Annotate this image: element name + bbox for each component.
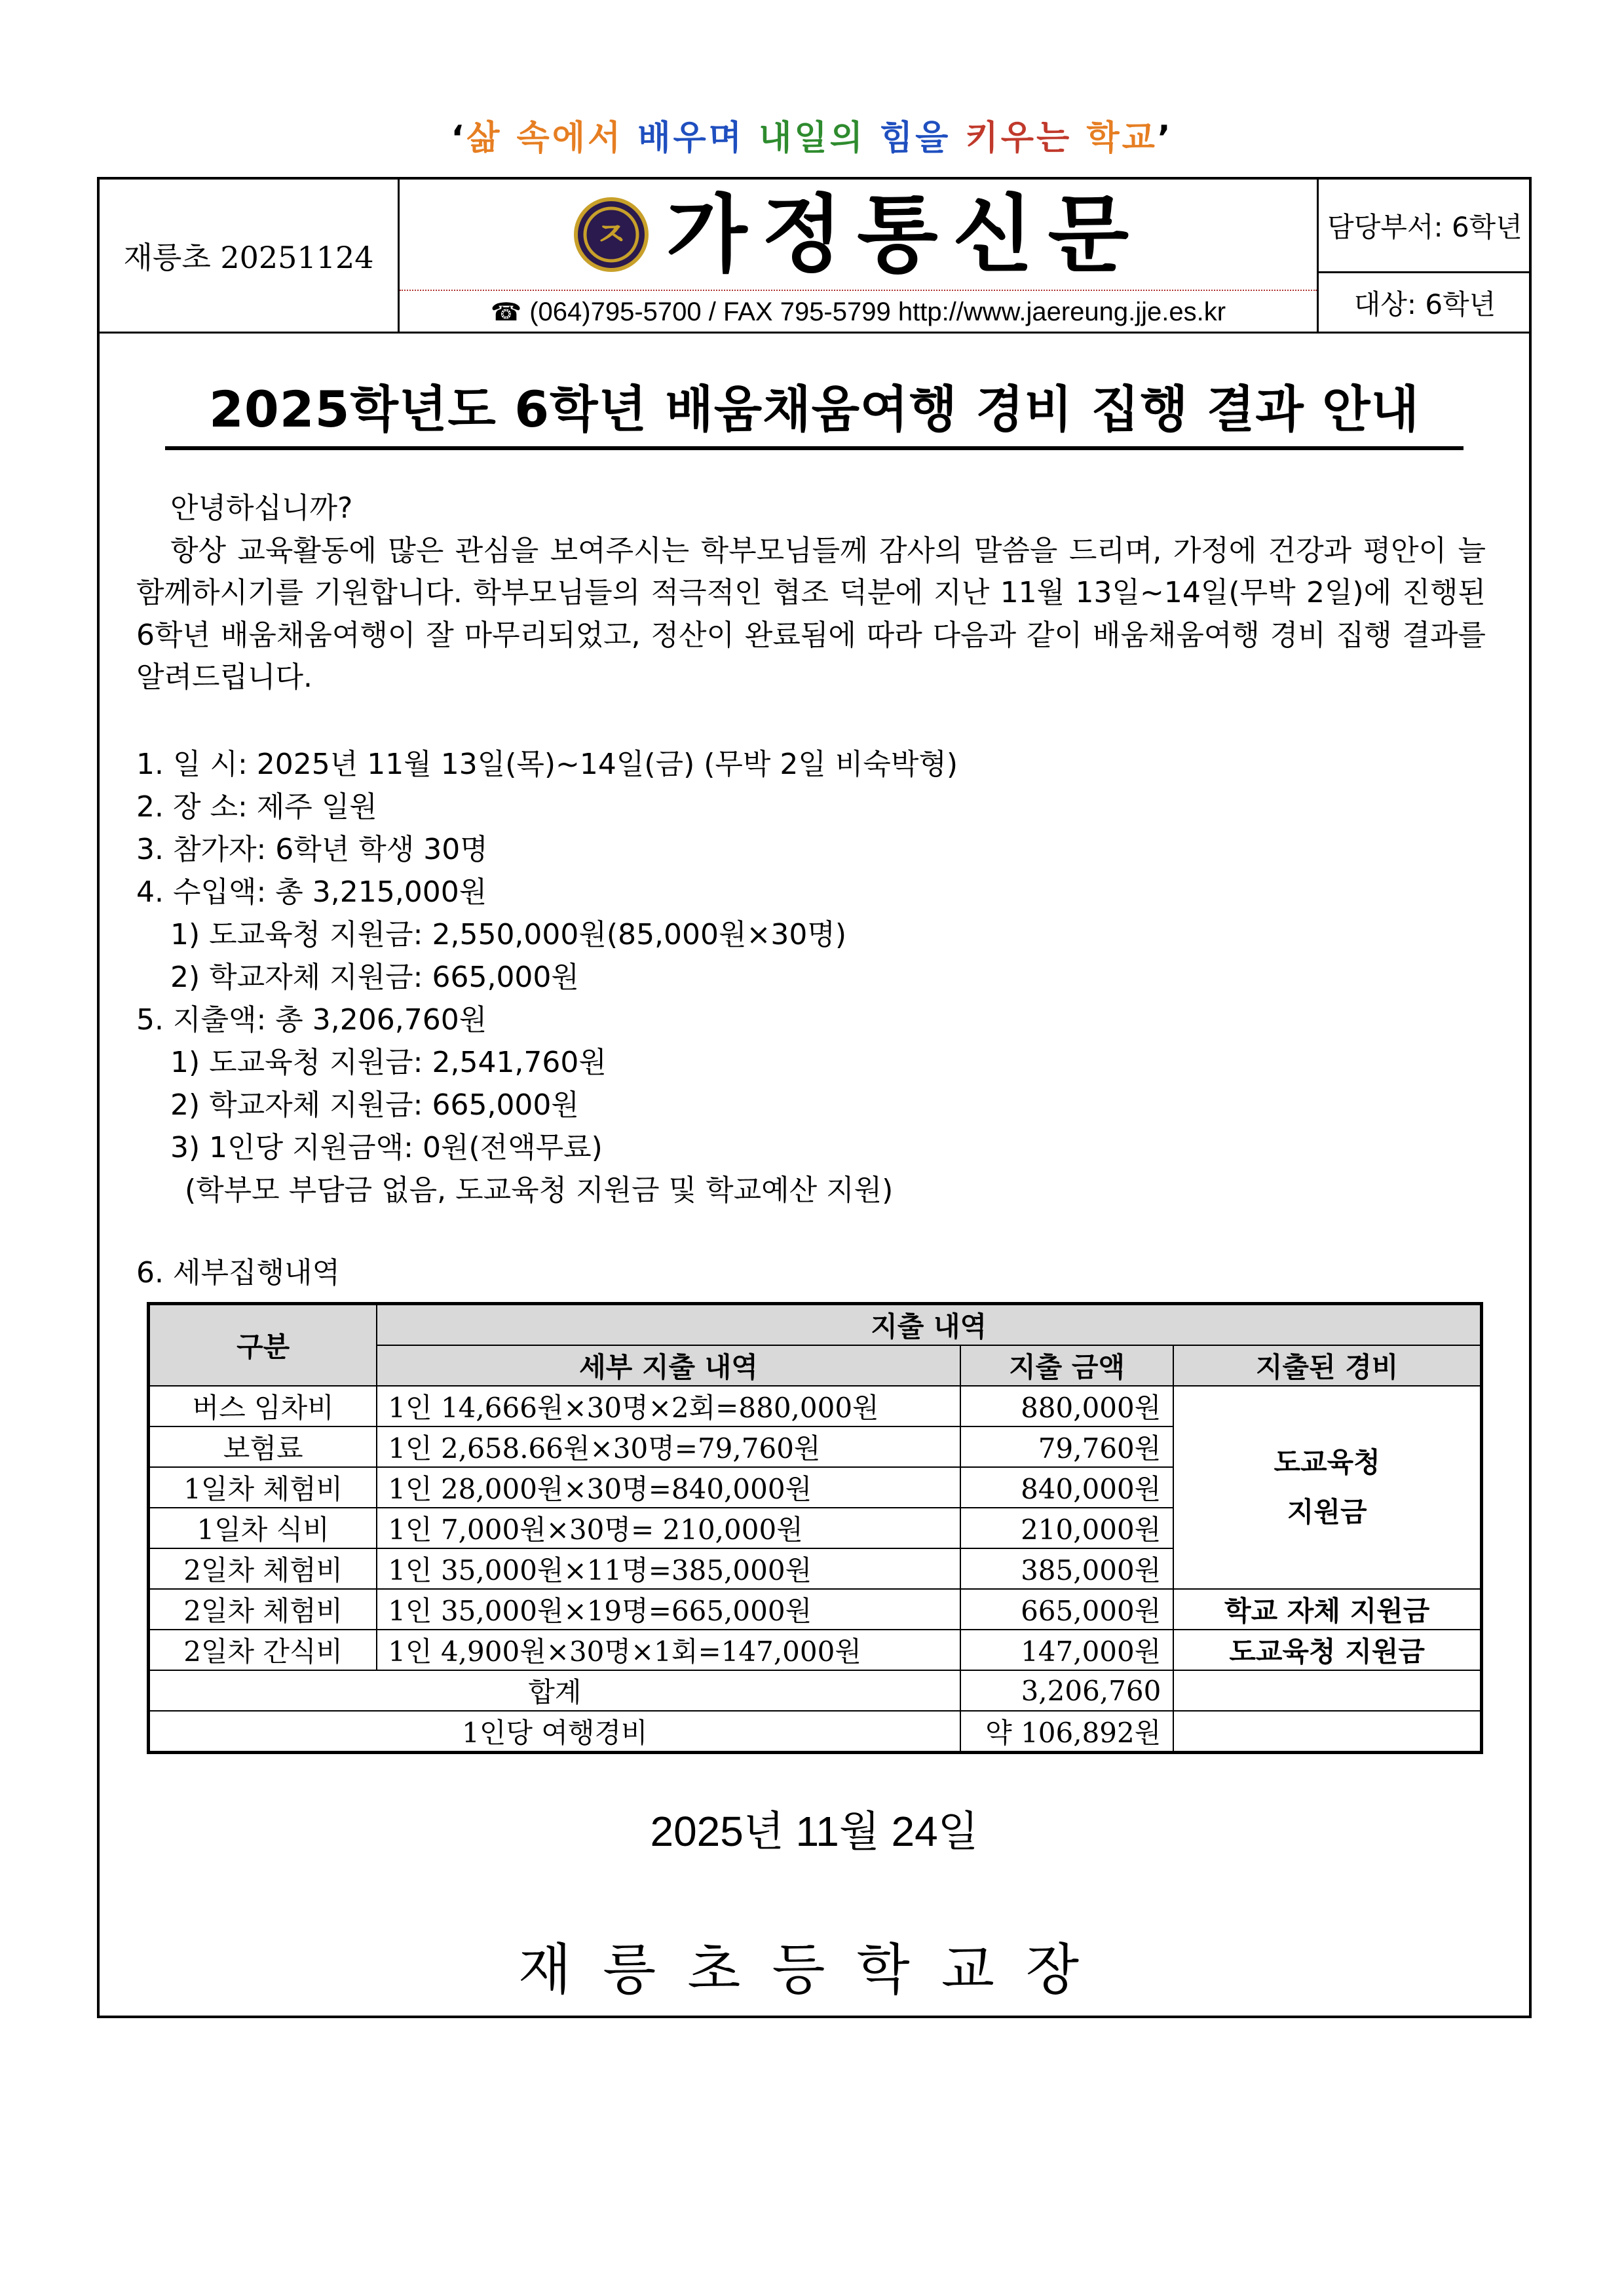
- issue-date: 2025년 11월 24일: [650, 1808, 979, 1855]
- list-note: (학부모 부담금 없음, 도교육청 지원금 및 학교예산 지원): [185, 1174, 894, 1207]
- list-item-participants: 3. 참가자: 6학년 학생 30명: [136, 833, 488, 866]
- document-frame: [97, 177, 1532, 2018]
- header-expense: 지출 내역: [377, 1304, 1481, 1346]
- svg-text:ㅈ: ㅈ: [594, 216, 628, 255]
- row-fund-education-office-2: 도교육청 지원금: [1173, 1630, 1481, 1670]
- row-category: 1일차 체험비: [149, 1467, 377, 1508]
- list-item-income: 4. 수입액: 총 3,215,000원: [136, 875, 487, 909]
- row-amount: 385,000원: [960, 1548, 1174, 1589]
- department-label: 담당부서: 6학년: [1319, 180, 1531, 273]
- row-amount: 840,000원: [960, 1467, 1174, 1508]
- list-subitem: 1) 도교육청 지원금: 2,550,000원(85,000원×30명): [170, 918, 847, 951]
- row-fund-education-office: [1173, 1386, 1481, 1589]
- motto-segment: 키우는: [965, 119, 1087, 158]
- motto-segment: ‘: [451, 119, 467, 158]
- school-emblem-icon: [573, 197, 649, 273]
- list-subitem: 2) 학교자체 지원금: 665,000원: [170, 961, 579, 994]
- row-category: 2일차 체험비: [149, 1548, 377, 1589]
- row-amount: 210,000원: [960, 1508, 1174, 1548]
- telephone-icon: ☎: [490, 298, 522, 326]
- row-category: 버스 임차비: [149, 1386, 377, 1426]
- per-person-value: 약 106,892원: [960, 1711, 1174, 1753]
- row-amount: 880,000원: [960, 1386, 1174, 1426]
- masthead: [400, 180, 1317, 291]
- row-amount: 665,000원: [960, 1589, 1174, 1630]
- contact-info: [400, 292, 1317, 332]
- row-detail: 1인 2,658.66원×30명=79,760원: [377, 1426, 960, 1467]
- body-text: [136, 488, 1486, 699]
- motto-segment: 배우며: [637, 119, 759, 158]
- list-subitem: 1) 도교육청 지원금: 2,541,760원: [170, 1046, 607, 1079]
- table-row: [149, 1386, 1482, 1426]
- motto-segment: 삶 속에서: [466, 119, 638, 158]
- total-label: 합계: [149, 1670, 960, 1711]
- row-detail: 1인 7,000원×30명= 210,000원: [377, 1508, 960, 1548]
- per-person-row: [149, 1711, 1482, 1753]
- list-item-expense: 5. 지출액: 총 3,206,760원: [136, 1003, 487, 1037]
- principal-signature: 재릉초등학교장: [518, 1938, 1110, 2002]
- greeting: 안녕하십니까?: [170, 491, 353, 525]
- intro-paragraph: 항상 교육활동에 많은 관심을 보여주시는 학부모님들께 감사의 말씀을 드리며, 가정에 건강과 평안이 늘 함께하시기를 기원합니다. 학부모님들의 적극적인 협조 덕분에 지난 11월 13일~14일(무박 2일)에 진행된 6학년 배움채움여행이 잘 마무리되었고, 정산이 완료됨에 따라 다음과 같이 배움채움여행 경비 집행 결과를 알려드립니다.: [136, 533, 1486, 694]
- row-amount: 147,000원: [960, 1630, 1174, 1670]
- document-title: 2025학년도 6학년 배움채움여행 경비 집행 결과 안내: [165, 370, 1463, 450]
- total-value: 3,206,760: [960, 1670, 1174, 1711]
- row-amount: 79,760원: [960, 1426, 1174, 1467]
- total-row: [149, 1670, 1482, 1711]
- document-number: 재릉초 20251124: [100, 180, 400, 332]
- row-detail: 1인 14,666원×30명×2회=880,000원: [377, 1386, 960, 1426]
- header-fund: 지출된 경비: [1173, 1345, 1481, 1386]
- row-category: 보험료: [149, 1426, 377, 1467]
- total-fund-empty: [1173, 1670, 1481, 1711]
- fund-label: 도교육청 지원금: [1274, 1446, 1380, 1528]
- row-category: 2일차 체험비: [149, 1589, 377, 1630]
- row-detail: 1인 35,000원×11명=385,000원: [377, 1548, 960, 1589]
- masthead-area: [400, 180, 1317, 332]
- header-category: 구분: [149, 1304, 377, 1387]
- list-subitem: 3) 1인당 지원금액: 0원(전액무료): [170, 1131, 603, 1164]
- list-subitem: 2) 학교자체 지원금: 665,000원: [170, 1088, 579, 1122]
- expense-table: [147, 1302, 1483, 1754]
- header: [100, 180, 1529, 334]
- table-row: [149, 1589, 1482, 1630]
- per-person-label: 1인당 여행경비: [149, 1711, 960, 1753]
- list-item-date: 1. 일 시: 2025년 11월 13일(목)~14일(금) (무박 2일 비숙박형): [136, 748, 958, 781]
- row-category: 1일차 식비: [149, 1508, 377, 1548]
- table-row: [149, 1630, 1482, 1670]
- header-detail: 세부 지출 내역: [377, 1345, 960, 1386]
- row-detail: 1인 4,900원×30명×1회=147,000원: [377, 1630, 960, 1670]
- motto-segment: 힘을: [879, 119, 966, 158]
- motto-segment: 학교: [1086, 119, 1158, 158]
- motto-segment: ’: [1157, 119, 1173, 158]
- table-header-row: [149, 1304, 1482, 1346]
- row-detail: 1인 35,000원×19명=665,000원: [377, 1589, 960, 1630]
- header-amount: 지출 금액: [960, 1345, 1174, 1386]
- target-label: 대상: 6학년: [1353, 288, 1496, 320]
- motto-segment: 내일의: [759, 119, 880, 158]
- row-category: 2일차 간식비: [149, 1630, 377, 1670]
- contact-text: (064)795-5700 / FAX 795-5799 http://www.jaereung.jje.es.kr: [529, 297, 1226, 326]
- list-item-place: 2. 장 소: 제주 일원: [136, 790, 377, 824]
- info-list: [136, 743, 1486, 1212]
- per-person-fund-empty: [1173, 1711, 1481, 1753]
- section-detail-heading: 6. 세부집행내역: [136, 1256, 340, 1290]
- masthead-title: 가정통신문: [666, 185, 1144, 284]
- row-fund-school: 학교 자체 지원금: [1173, 1589, 1481, 1630]
- row-detail: 1인 28,000원×30명=840,000원: [377, 1467, 960, 1508]
- header-meta: [1317, 180, 1531, 332]
- school-motto: [0, 110, 1624, 159]
